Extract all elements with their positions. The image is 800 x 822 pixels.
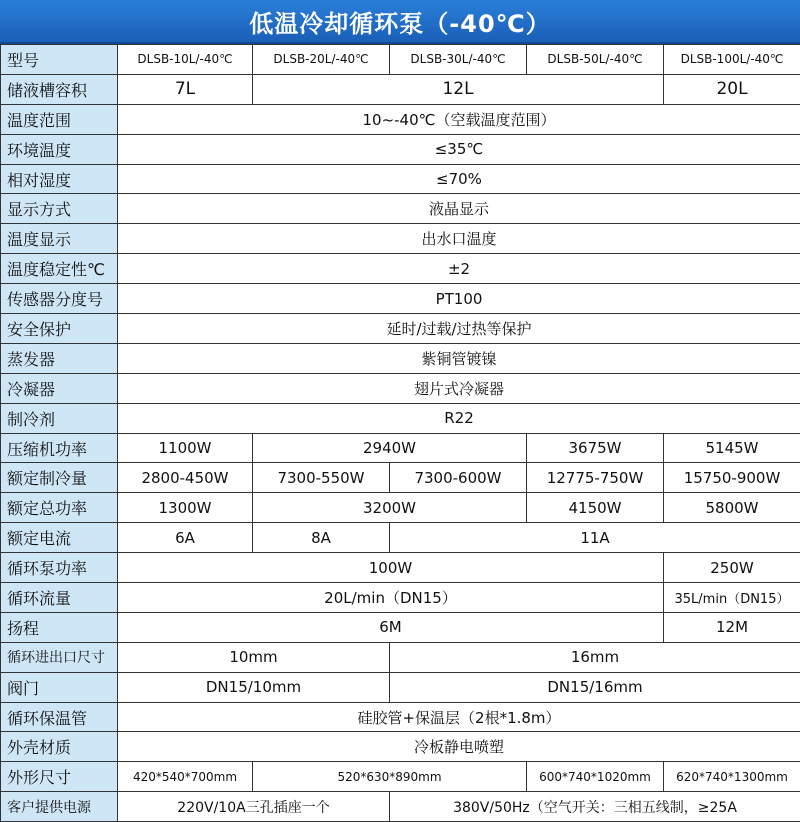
table-cell: 220V/10A三孔插座一个 — [118, 792, 390, 822]
table-row — [1, 553, 800, 583]
table-cell: 1100W — [118, 433, 253, 463]
table-cell: 250W — [664, 553, 800, 583]
row-label: 储液槽容积 — [1, 74, 118, 104]
table-cell: 3200W — [253, 493, 527, 523]
row-label: 冷凝器 — [1, 373, 118, 403]
table-cell: 20L/min（DN15） — [118, 583, 664, 613]
table-row — [1, 224, 800, 254]
table-cell: PT100 — [118, 284, 800, 314]
table-cell: 100W — [118, 553, 664, 583]
row-label: 客户提供电源 — [1, 792, 118, 822]
table-cell: 6A — [118, 523, 253, 553]
row-label: 压缩机功率 — [1, 433, 118, 463]
table-row — [1, 45, 800, 75]
table-row — [1, 702, 800, 732]
row-label: 扬程 — [1, 612, 118, 642]
table-cell: 12775-750W — [527, 463, 664, 493]
table-title: 低温冷却循环泵（-40℃） — [0, 0, 800, 44]
table-cell: DLSB-100L/-40℃ — [664, 45, 800, 75]
table-cell: R22 — [118, 403, 800, 433]
row-label: 安全保护 — [1, 314, 118, 344]
row-label: 制冷剂 — [1, 403, 118, 433]
row-label: 传感器分度号 — [1, 284, 118, 314]
table-cell: 11A — [390, 523, 800, 553]
row-label: 循环泵功率 — [1, 553, 118, 583]
row-label: 外形尺寸 — [1, 762, 118, 792]
table-cell: 6M — [118, 612, 664, 642]
table-cell: 液晶显示 — [118, 194, 800, 224]
table-cell: 12M — [664, 612, 800, 642]
row-label: 外壳材质 — [1, 732, 118, 762]
table-cell: 10~-40℃（空载温度范围） — [118, 104, 800, 134]
table-cell: DLSB-50L/-40℃ — [527, 45, 664, 75]
table-row — [1, 254, 800, 284]
table-cell: 延时/过载/过热等保护 — [118, 314, 800, 344]
row-label: 显示方式 — [1, 194, 118, 224]
row-label: 循环流量 — [1, 583, 118, 613]
table-row — [1, 583, 800, 613]
table-row — [1, 762, 800, 792]
table-cell: DN15/16mm — [390, 672, 800, 702]
table-row — [1, 343, 800, 373]
table-cell: DLSB-30L/-40℃ — [390, 45, 527, 75]
row-label: 阀门 — [1, 672, 118, 702]
table-cell: 4150W — [527, 493, 664, 523]
table-cell: 7300-600W — [390, 463, 527, 493]
table-cell: DLSB-10L/-40℃ — [118, 45, 253, 75]
table-cell: 1300W — [118, 493, 253, 523]
spec-table — [0, 44, 800, 822]
table-cell: 7L — [118, 74, 253, 104]
table-cell: 20L — [664, 74, 800, 104]
table-cell: 2940W — [253, 433, 527, 463]
row-label: 温度稳定性℃ — [1, 254, 118, 284]
table-row — [1, 314, 800, 344]
table-row — [1, 284, 800, 314]
table-cell: 2800-450W — [118, 463, 253, 493]
row-label: 循环进出口尺寸 — [1, 642, 118, 672]
table-cell: 380V/50Hz（空气开关：三相五线制，≥25A — [390, 792, 800, 822]
table-cell: 420*540*700mm — [118, 762, 253, 792]
table-cell: 600*740*1020mm — [527, 762, 664, 792]
table-cell: 3675W — [527, 433, 664, 463]
table-cell: 5800W — [664, 493, 800, 523]
table-cell: 翅片式冷凝器 — [118, 373, 800, 403]
table-row — [1, 403, 800, 433]
table-row — [1, 104, 800, 134]
table-row — [1, 433, 800, 463]
row-label: 循环保温管 — [1, 702, 118, 732]
table-row — [1, 493, 800, 523]
table-cell: DN15/10mm — [118, 672, 390, 702]
table-cell: ≤70% — [118, 164, 800, 194]
table-row — [1, 164, 800, 194]
table-cell: 冷板静电喷塑 — [118, 732, 800, 762]
table-cell: ±2 — [118, 254, 800, 284]
table-row — [1, 373, 800, 403]
table-row — [1, 672, 800, 702]
row-label: 环境温度 — [1, 134, 118, 164]
table-cell: 8A — [253, 523, 390, 553]
table-row — [1, 523, 800, 553]
table-cell: 12L — [253, 74, 664, 104]
row-label: 温度显示 — [1, 224, 118, 254]
table-cell: 5145W — [664, 433, 800, 463]
table-row — [1, 642, 800, 672]
table-row — [1, 612, 800, 642]
table-cell: 硅胶管+保温层（2根*1.8m） — [118, 702, 800, 732]
row-label: 相对湿度 — [1, 164, 118, 194]
row-label: 温度范围 — [1, 104, 118, 134]
row-label: 额定电流 — [1, 523, 118, 553]
table-row — [1, 463, 800, 493]
table-row — [1, 134, 800, 164]
table-row — [1, 792, 800, 822]
table-row — [1, 74, 800, 104]
table-row — [1, 732, 800, 762]
table-cell: 35L/min（DN15） — [664, 583, 800, 613]
table-cell: 出水口温度 — [118, 224, 800, 254]
table-cell: 7300-550W — [253, 463, 390, 493]
table-cell: 15750-900W — [664, 463, 800, 493]
table-cell: DLSB-20L/-40℃ — [253, 45, 390, 75]
table-row — [1, 194, 800, 224]
table-cell: 520*630*890mm — [253, 762, 527, 792]
row-label: 蒸发器 — [1, 343, 118, 373]
row-label: 型号 — [1, 45, 118, 75]
table-cell: 紫铜管镀镍 — [118, 343, 800, 373]
table-cell: 620*740*1300mm — [664, 762, 800, 792]
table-cell: 16mm — [390, 642, 800, 672]
table-cell: 10mm — [118, 642, 390, 672]
table-cell: ≤35℃ — [118, 134, 800, 164]
row-label: 额定总功率 — [1, 493, 118, 523]
row-label: 额定制冷量 — [1, 463, 118, 493]
